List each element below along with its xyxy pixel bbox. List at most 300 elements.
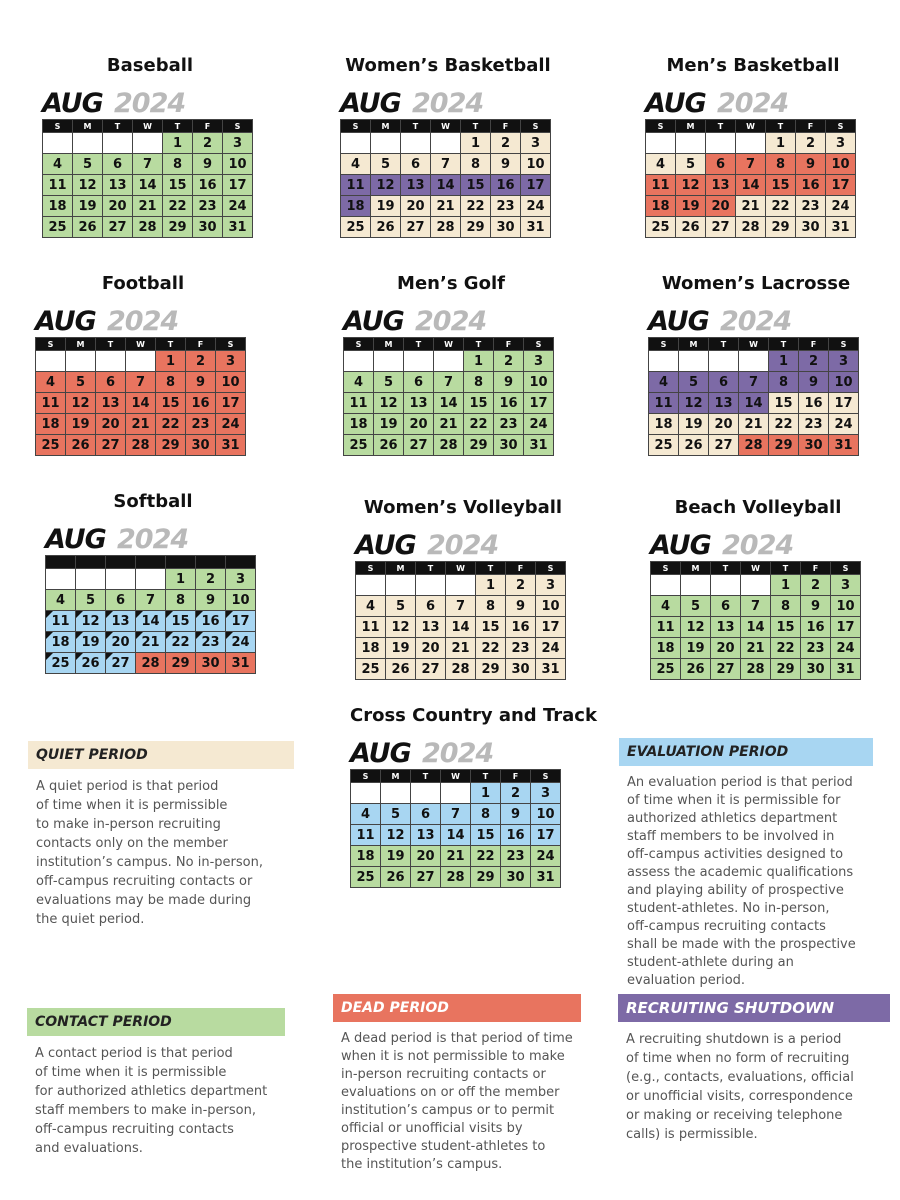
- calendar-day: 2: [186, 351, 216, 372]
- calendar-day: 8: [163, 154, 193, 175]
- calendar-day: 20: [411, 846, 441, 867]
- calendar-day: 22: [769, 414, 799, 435]
- sport-title: Men’s Golf: [397, 273, 505, 294]
- calendar-grid: [35, 337, 246, 456]
- calendar-day: 22: [166, 632, 196, 653]
- calendar-womens-basketball: [340, 55, 556, 245]
- calendar-blank-cell: [351, 783, 381, 804]
- weekday-label: T: [404, 338, 434, 351]
- calendar-day: 13: [709, 393, 739, 414]
- calendar-day: 4: [651, 596, 681, 617]
- calendar-day: 11: [356, 617, 386, 638]
- calendar-day: 23: [799, 414, 829, 435]
- calendar-day: 6: [96, 372, 126, 393]
- calendar-day: 23: [501, 846, 531, 867]
- calendar-day: 13: [96, 393, 126, 414]
- calendar-day: 1: [766, 133, 796, 154]
- calendar-day: 4: [351, 804, 381, 825]
- calendar-day: 26: [66, 435, 96, 456]
- calendar-day: 17: [531, 825, 561, 846]
- calendar-day: 28: [741, 659, 771, 680]
- weekday-label: M: [66, 338, 96, 351]
- legend-line: or unofficial visits, correspondence: [626, 1089, 853, 1104]
- calendar-day: 31: [524, 435, 554, 456]
- calendar-day: 21: [741, 638, 771, 659]
- calendar-day: 28: [739, 435, 769, 456]
- calendar-day: 20: [106, 632, 136, 653]
- calendar-day: 30: [506, 659, 536, 680]
- legend-shutdown-title: RECRUITING SHUTDOWN: [618, 994, 890, 1022]
- weekday-label: [226, 556, 256, 569]
- weekday-label: T: [401, 120, 431, 133]
- calendar-day: 26: [73, 217, 103, 238]
- calendar-day: 10: [216, 372, 246, 393]
- calendar-day: 31: [829, 435, 859, 456]
- weekday-label: S: [524, 338, 554, 351]
- calendar-day: 19: [676, 196, 706, 217]
- calendar-day: 20: [416, 638, 446, 659]
- legend-contact-title: CONTACT PERIOD: [27, 1008, 285, 1036]
- calendar-year: 2024: [117, 524, 189, 555]
- calendar-blank-cell: [126, 351, 156, 372]
- calendar-month: AUG: [648, 306, 709, 337]
- weekday-label: T: [709, 338, 739, 351]
- weekday-label: S: [536, 562, 566, 575]
- calendar-day: 16: [801, 617, 831, 638]
- calendar-day: 2: [494, 351, 524, 372]
- legend-line: the quiet period.: [36, 912, 145, 927]
- calendar-day: 20: [709, 414, 739, 435]
- calendar-day: 12: [374, 393, 404, 414]
- calendar-day: 26: [371, 217, 401, 238]
- calendar-day: 20: [401, 196, 431, 217]
- weekday-label: T: [416, 562, 446, 575]
- calendar-day: 8: [476, 596, 506, 617]
- calendar-day: 14: [736, 175, 766, 196]
- calendar-day: 24: [531, 846, 561, 867]
- calendar-day: 27: [411, 867, 441, 888]
- calendar-day: 11: [36, 393, 66, 414]
- legend-evaluation-text: [619, 766, 873, 990]
- calendar-blank-cell: [651, 575, 681, 596]
- calendar-day: 17: [216, 393, 246, 414]
- weekday-label: [106, 556, 136, 569]
- calendar-year: 2024: [107, 306, 179, 337]
- calendar-grid: [648, 337, 859, 456]
- calendar-day: 11: [351, 825, 381, 846]
- legend-line: and evaluations.: [35, 1141, 143, 1156]
- legend-dead-title: DEAD PERIOD: [333, 994, 581, 1022]
- calendar-blank-cell: [401, 133, 431, 154]
- calendar-month: AUG: [42, 88, 103, 119]
- calendar-day: 26: [679, 435, 709, 456]
- calendar-day: 14: [741, 617, 771, 638]
- calendar-day: 18: [46, 632, 76, 653]
- calendar-day: 20: [711, 638, 741, 659]
- calendar-day: 7: [431, 154, 461, 175]
- legend-quiet-text: [28, 769, 294, 929]
- calendar-day: 23: [801, 638, 831, 659]
- legend-contact-text: [27, 1036, 285, 1158]
- legend-line: the institution’s campus.: [341, 1157, 503, 1172]
- calendar-blank-cell: [356, 575, 386, 596]
- calendar-day: 13: [711, 617, 741, 638]
- legend-line: staff members to make in-person,: [35, 1103, 256, 1118]
- calendar-blank-cell: [434, 351, 464, 372]
- weekday-label: T: [711, 562, 741, 575]
- calendar-day: 23: [193, 196, 223, 217]
- calendar-day: 27: [103, 217, 133, 238]
- calendar-day: 25: [356, 659, 386, 680]
- weekday-label: T: [163, 120, 193, 133]
- legend-line: evaluation period.: [627, 973, 746, 988]
- legend-line: staff members to be involved in: [627, 829, 835, 844]
- calendar-day: 6: [411, 804, 441, 825]
- weekday-label: S: [829, 338, 859, 351]
- calendar-blank-cell: [381, 783, 411, 804]
- weekday-label: F: [506, 562, 536, 575]
- calendar-year: 2024: [722, 530, 794, 561]
- calendar-day: 23: [494, 414, 524, 435]
- calendar-day: 11: [649, 393, 679, 414]
- calendar-day: 30: [186, 435, 216, 456]
- calendar-day: 7: [736, 154, 766, 175]
- calendar-day: 23: [196, 632, 226, 653]
- weekday-label: M: [381, 770, 411, 783]
- calendar-blank-cell: [43, 133, 73, 154]
- weekday-label: F: [799, 338, 829, 351]
- calendar-day: 14: [431, 175, 461, 196]
- calendar-month: AUG: [645, 88, 706, 119]
- calendar-grid: [350, 769, 561, 888]
- legend-line: of time when it is permissible: [35, 1065, 227, 1080]
- weekday-label: F: [193, 120, 223, 133]
- calendar-day: 6: [711, 596, 741, 617]
- calendar-day: 26: [76, 653, 106, 674]
- calendar-day: 3: [524, 351, 554, 372]
- calendar-day: 16: [494, 393, 524, 414]
- weekday-label: M: [679, 338, 709, 351]
- calendar-day: 5: [381, 804, 411, 825]
- calendar-blank-cell: [73, 133, 103, 154]
- calendar-day: 10: [524, 372, 554, 393]
- calendar-day: 29: [156, 435, 186, 456]
- calendar-day: 9: [193, 154, 223, 175]
- weekday-label: S: [341, 120, 371, 133]
- legend-line: prospective student-athletes to: [341, 1139, 546, 1154]
- calendar-day: 31: [521, 217, 551, 238]
- calendar-day: 1: [771, 575, 801, 596]
- legend-line: evaluations may be made during: [36, 893, 252, 908]
- calendar-day: 21: [136, 632, 166, 653]
- calendar-grid: [343, 337, 554, 456]
- calendar-day: 17: [524, 393, 554, 414]
- legend-line: in-person recruiting contacts or: [341, 1067, 546, 1082]
- calendar-day: 22: [461, 196, 491, 217]
- calendar-year: 2024: [720, 306, 792, 337]
- calendar-day: 26: [374, 435, 404, 456]
- calendar-day: 1: [166, 569, 196, 590]
- calendar-day: 23: [796, 196, 826, 217]
- calendar-day: 27: [706, 217, 736, 238]
- calendar-day: 24: [536, 638, 566, 659]
- calendar-grid: [45, 555, 256, 674]
- calendar-day: 25: [351, 867, 381, 888]
- calendar-day: 14: [434, 393, 464, 414]
- calendar-day: 22: [476, 638, 506, 659]
- calendar-day: 12: [66, 393, 96, 414]
- calendar-blank-cell: [441, 783, 471, 804]
- calendar-day: 1: [464, 351, 494, 372]
- legend-evaluation-period: [619, 738, 873, 990]
- calendar-day: 4: [341, 154, 371, 175]
- calendar-day: 9: [799, 372, 829, 393]
- calendar-day: 13: [416, 617, 446, 638]
- calendar-day: 2: [796, 133, 826, 154]
- calendar-day: 31: [536, 659, 566, 680]
- calendar-day: 9: [501, 804, 531, 825]
- legend-contact-period: [27, 1008, 285, 1158]
- legend-evaluation-title: EVALUATION PERIOD: [619, 738, 873, 766]
- calendar-day: 6: [404, 372, 434, 393]
- legend-line: calls) is permissible.: [626, 1127, 758, 1142]
- calendar-day: 20: [96, 414, 126, 435]
- calendar-day: 15: [166, 611, 196, 632]
- calendar-day: 31: [531, 867, 561, 888]
- weekday-label: W: [431, 120, 461, 133]
- weekday-label: S: [831, 562, 861, 575]
- calendar-day: 18: [344, 414, 374, 435]
- calendar-year: 2024: [422, 738, 494, 769]
- calendar-blank-cell: [649, 351, 679, 372]
- calendar-day: 27: [401, 217, 431, 238]
- weekday-label: T: [461, 120, 491, 133]
- calendar-day: 2: [491, 133, 521, 154]
- calendar-day: 8: [769, 372, 799, 393]
- calendar-day: 18: [651, 638, 681, 659]
- calendar-day: 8: [471, 804, 501, 825]
- calendar-day: 28: [736, 217, 766, 238]
- calendar-day: 22: [156, 414, 186, 435]
- weekday-label: T: [96, 338, 126, 351]
- calendar-blank-cell: [416, 575, 446, 596]
- calendar-day: 21: [126, 414, 156, 435]
- calendar-blank-cell: [136, 569, 166, 590]
- calendar-day: 22: [471, 846, 501, 867]
- calendar-day: 13: [106, 611, 136, 632]
- calendar-day: 3: [223, 133, 253, 154]
- weekday-label: S: [531, 770, 561, 783]
- legend-line: institution’s campus. No in-person,: [36, 855, 263, 870]
- calendar-day: 14: [133, 175, 163, 196]
- calendar-blank-cell: [681, 575, 711, 596]
- weekday-label: M: [371, 120, 401, 133]
- calendar-day: 29: [464, 435, 494, 456]
- calendar-day: 9: [506, 596, 536, 617]
- calendar-day: 22: [766, 196, 796, 217]
- calendar-day: 22: [464, 414, 494, 435]
- calendar-day: 15: [163, 175, 193, 196]
- calendar-blank-cell: [341, 133, 371, 154]
- sport-title: Beach Volleyball: [674, 497, 842, 518]
- calendar-day: 29: [471, 867, 501, 888]
- calendar-day: 18: [351, 846, 381, 867]
- calendar-month: AUG: [35, 306, 96, 337]
- calendar-day: 29: [771, 659, 801, 680]
- calendar-day: 28: [136, 653, 166, 674]
- calendar-day: 20: [404, 414, 434, 435]
- calendar-blank-cell: [344, 351, 374, 372]
- calendar-day: 8: [771, 596, 801, 617]
- weekday-label: W: [446, 562, 476, 575]
- calendar-day: 9: [186, 372, 216, 393]
- calendar-day: 13: [404, 393, 434, 414]
- calendar-day: 9: [494, 372, 524, 393]
- weekday-label: S: [43, 120, 73, 133]
- calendar-blank-cell: [646, 133, 676, 154]
- calendar-day: 31: [223, 217, 253, 238]
- calendar-day: 26: [681, 659, 711, 680]
- calendar-day: 10: [223, 154, 253, 175]
- calendar-day: 14: [441, 825, 471, 846]
- legend-line: for authorized athletics department: [35, 1084, 268, 1099]
- calendar-day: 7: [446, 596, 476, 617]
- calendar-day: 5: [66, 372, 96, 393]
- legend-line: of time when no form of recruiting: [626, 1051, 850, 1066]
- calendar-day: 8: [766, 154, 796, 175]
- legend-line: institution’s campus or to permit: [341, 1103, 555, 1118]
- calendar-blank-cell: [371, 133, 401, 154]
- calendar-day: 24: [831, 638, 861, 659]
- calendar-day: 25: [43, 217, 73, 238]
- legend-line: to make in-person recruiting: [36, 817, 221, 832]
- calendar-day: 8: [461, 154, 491, 175]
- calendar-day: 14: [739, 393, 769, 414]
- calendar-blank-cell: [411, 783, 441, 804]
- calendar-blank-cell: [96, 351, 126, 372]
- calendar-day: 16: [799, 393, 829, 414]
- calendar-day: 4: [646, 154, 676, 175]
- calendar-day: 7: [441, 804, 471, 825]
- calendar-day: 31: [831, 659, 861, 680]
- weekday-label: S: [351, 770, 381, 783]
- weekday-label: W: [441, 770, 471, 783]
- calendar-day: 1: [461, 133, 491, 154]
- calendar-day: 13: [103, 175, 133, 196]
- weekday-label: S: [36, 338, 66, 351]
- calendar-grid: [645, 119, 856, 238]
- weekday-label: T: [769, 338, 799, 351]
- calendar-day: 19: [73, 196, 103, 217]
- calendar-day: 24: [826, 196, 856, 217]
- calendar-day: 24: [226, 632, 256, 653]
- legend-line: An evaluation period is that period: [627, 775, 853, 790]
- calendar-day: 12: [76, 611, 106, 632]
- calendar-cross-country-track: [350, 705, 597, 895]
- calendar-day: 5: [76, 590, 106, 611]
- calendar-day: 30: [193, 217, 223, 238]
- calendar-year: 2024: [415, 306, 487, 337]
- calendar-day: 18: [649, 414, 679, 435]
- calendar-day: 6: [706, 154, 736, 175]
- calendar-day: 25: [46, 653, 76, 674]
- calendar-day: 21: [434, 414, 464, 435]
- calendar-day: 7: [136, 590, 166, 611]
- calendar-day: 16: [796, 175, 826, 196]
- calendar-day: 19: [374, 414, 404, 435]
- calendar-day: 10: [829, 372, 859, 393]
- legend-line: off-campus activities designed to: [627, 847, 844, 862]
- calendar-day: 2: [799, 351, 829, 372]
- calendar-day: 17: [223, 175, 253, 196]
- legend-dead-period: [333, 994, 581, 1174]
- calendar-day: 28: [434, 435, 464, 456]
- calendar-day: 25: [341, 217, 371, 238]
- calendar-day: 2: [501, 783, 531, 804]
- calendar-day: 5: [681, 596, 711, 617]
- weekday-label: F: [796, 120, 826, 133]
- calendar-day: 12: [73, 175, 103, 196]
- calendar-day: 1: [471, 783, 501, 804]
- calendar-day: 3: [521, 133, 551, 154]
- legend-line: official or unofficial visits by: [341, 1121, 523, 1136]
- calendar-day: 28: [126, 435, 156, 456]
- calendar-day: 6: [106, 590, 136, 611]
- legend-line: A quiet period is that period: [36, 779, 219, 794]
- weekday-label: T: [156, 338, 186, 351]
- calendar-day: 17: [831, 617, 861, 638]
- calendar-day: 9: [796, 154, 826, 175]
- calendar-blank-cell: [709, 351, 739, 372]
- sport-title: Men’s Basketball: [666, 55, 840, 76]
- calendar-day: 8: [166, 590, 196, 611]
- calendar-day: 4: [36, 372, 66, 393]
- weekday-label: [46, 556, 76, 569]
- calendar-day: 7: [739, 372, 769, 393]
- weekday-label: [196, 556, 226, 569]
- calendar-blank-cell: [679, 351, 709, 372]
- calendar-day: 16: [193, 175, 223, 196]
- calendar-day: 17: [829, 393, 859, 414]
- calendar-day: 9: [491, 154, 521, 175]
- calendar-day: 19: [386, 638, 416, 659]
- calendar-blank-cell: [106, 569, 136, 590]
- calendar-day: 4: [46, 590, 76, 611]
- weekday-label: M: [676, 120, 706, 133]
- calendar-day: 10: [826, 154, 856, 175]
- calendar-day: 29: [461, 217, 491, 238]
- calendar-day: 10: [536, 596, 566, 617]
- calendar-day: 15: [476, 617, 506, 638]
- weekday-label: T: [103, 120, 133, 133]
- calendar-day: 30: [796, 217, 826, 238]
- legend-line: A recruiting shutdown is a period: [626, 1032, 842, 1047]
- calendar-day: 11: [43, 175, 73, 196]
- calendar-day: 28: [431, 217, 461, 238]
- calendar-day: 13: [401, 175, 431, 196]
- calendar-blank-cell: [706, 133, 736, 154]
- legend-line: assess the academic qualifications: [627, 865, 854, 880]
- calendar-day: 5: [374, 372, 404, 393]
- calendar-grid: [355, 561, 566, 680]
- weekday-label: S: [344, 338, 374, 351]
- calendar-day: 30: [501, 867, 531, 888]
- weekday-label: M: [73, 120, 103, 133]
- weekday-label: S: [646, 120, 676, 133]
- calendar-day: 22: [163, 196, 193, 217]
- calendar-day: 15: [766, 175, 796, 196]
- weekday-label: W: [434, 338, 464, 351]
